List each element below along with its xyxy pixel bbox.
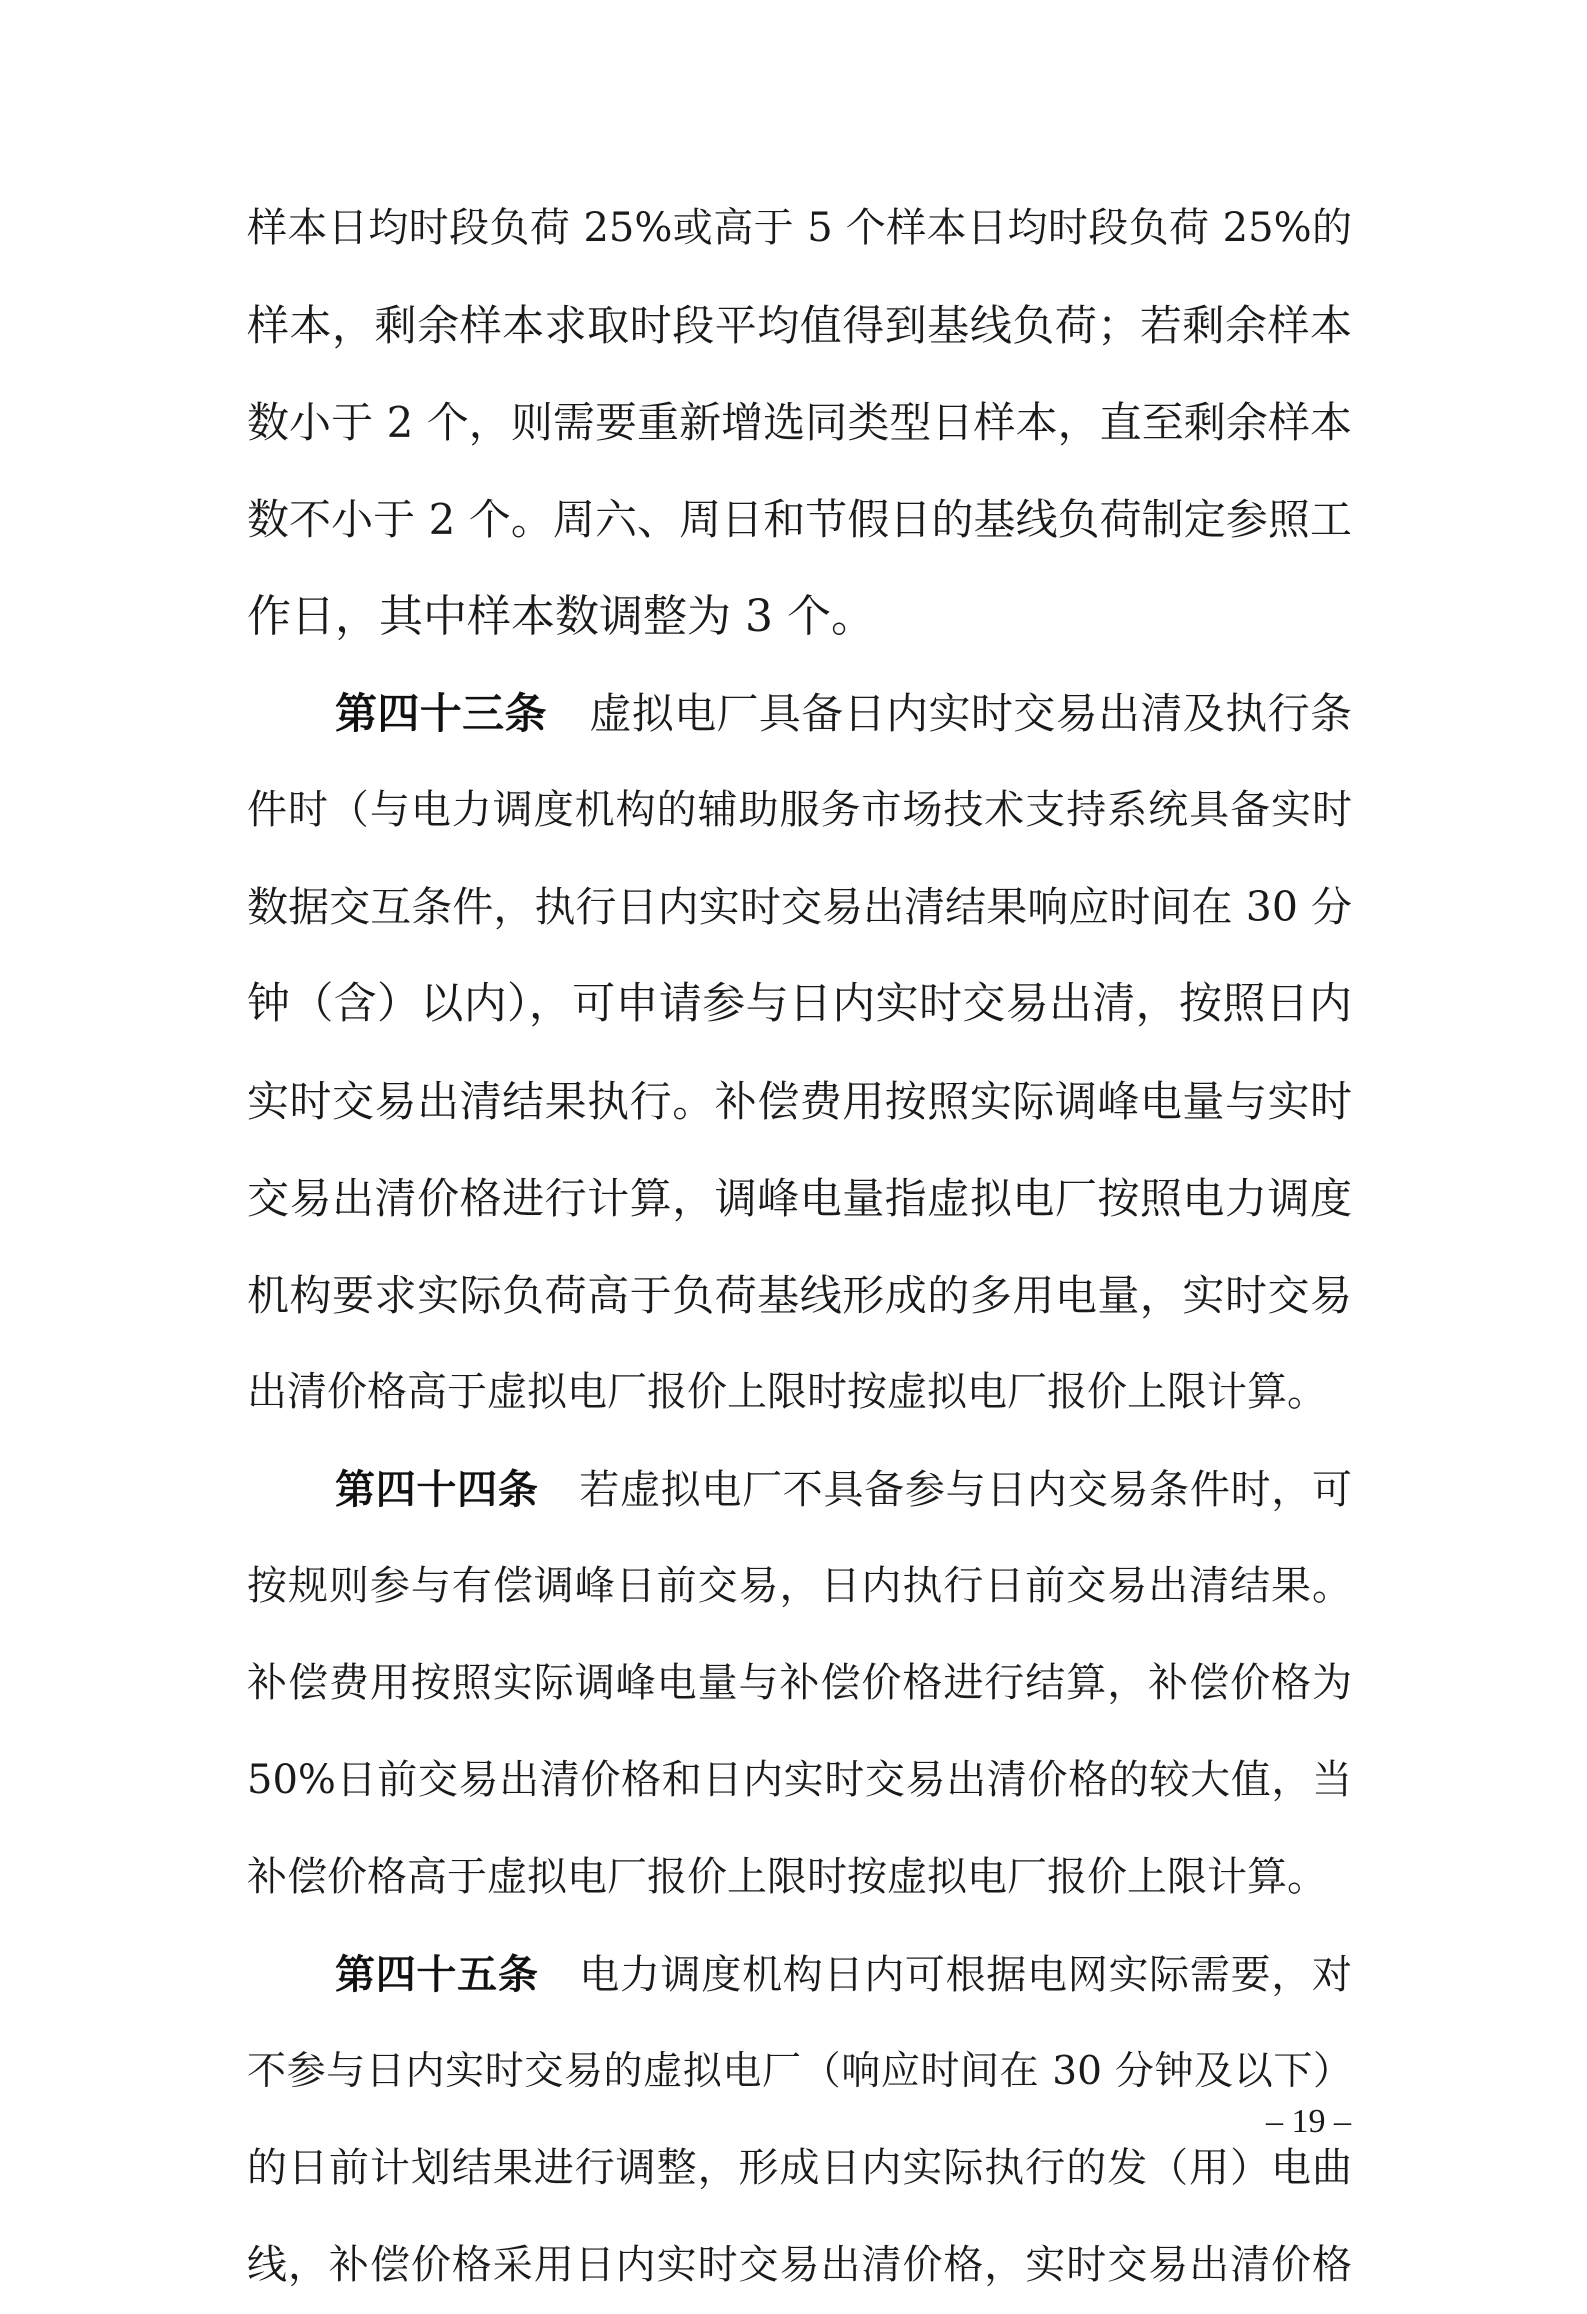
text-line: 数据交互条件，执行日内实时交易出清结果响应时间在 30 分 <box>247 883 1352 931</box>
text-line: 数不小于 2 个。周六、周日和节假日的基线负荷制定参照工 <box>247 495 1352 544</box>
body-text <box>247 180 1352 2314</box>
text-line: 的日前计划结果进行调整，形成日内实际执行的发（用）电曲 <box>247 2145 1352 2191</box>
text-line: 线，补偿价格采用日内实时交易出清价格，实时交易出清价格 <box>247 2242 1352 2288</box>
text-line: 补偿费用按照实际调峰电量与补偿价格进行结算，补偿价格为 <box>247 1660 1352 1706</box>
text-line: 50%日前交易出清价格和日内实时交易出清价格的较大值，当 <box>247 1757 1352 1803</box>
article-43 <box>247 665 1352 1441</box>
article-44 <box>247 1441 1352 1926</box>
text-line: 件时（与电力调度机构的辅助服务市场技术支持系统具备实时 <box>247 787 1352 833</box>
text-line: 实时交易出清结果执行。补偿费用按照实际调峰电量与实时 <box>247 1077 1352 1126</box>
text-line: 作日，其中样本数调整为 3 个。 <box>247 591 875 642</box>
text-line: 交易出清价格进行计算，调峰电量指虚拟电厂按照电力调度 <box>247 1174 1352 1223</box>
text-line: 按规则参与有偿调峰日前交易，日内执行日前交易出清结果。 <box>247 1563 1352 1609</box>
paragraph-continuation <box>247 180 1352 665</box>
article-heading: 第四十三条 <box>335 689 547 738</box>
article-45 <box>247 1926 1352 2314</box>
page-number: – 19 – <box>1266 2103 1351 2140</box>
text-line: 虚拟电厂具备日内实时交易出清及执行条 <box>588 689 1352 738</box>
text-line: 机构要求实际负荷高于负荷基线形成的多用电量，实时交易 <box>247 1271 1352 1320</box>
text-line: 样本，剩余样本求取时段平均值得到基线负荷；若剩余样本 <box>247 301 1352 350</box>
text-line: 样本日均时段负荷 25%或高于 5 个样本日均时段负荷 25%的 <box>247 205 1352 251</box>
text-line: 电力调度机构日内可根据电网实际需要，对 <box>578 1952 1353 1998</box>
article-heading: 第四十四条 <box>335 1466 539 1513</box>
article-first-line <box>247 1441 1352 1538</box>
article-heading: 第四十五条 <box>335 1951 539 1998</box>
text-line: 不参与日内实时交易的虚拟电厂（响应时间在 30 分钟及以下） <box>247 2049 1352 2094</box>
text-line: 若虚拟电厂不具备参与日内交易条件时，可 <box>578 1467 1353 1513</box>
article-first-line <box>247 1926 1352 2023</box>
text-line: 补偿价格高于虚拟电厂报价上限时按虚拟电厂报价上限计算。 <box>247 1854 1327 1900</box>
text-line: 钟（含）以内），可申请参与日内实时交易出清，按照日内 <box>247 979 1352 1029</box>
text-line: 出清价格高于虚拟电厂报价上限时按虚拟电厂报价上限计算。 <box>247 1369 1327 1415</box>
text-line: 数小于 2 个，则需要重新增选同类型日样本，直至剩余样本 <box>247 398 1352 447</box>
article-first-line <box>247 665 1352 762</box>
